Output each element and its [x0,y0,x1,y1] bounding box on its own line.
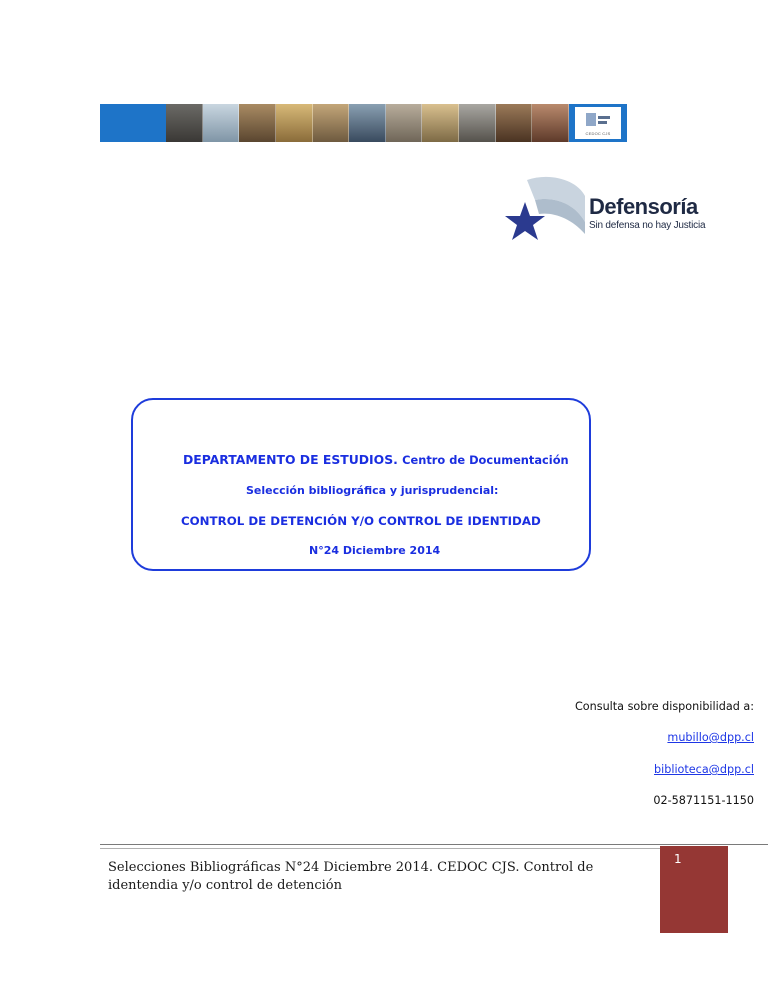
email-link-biblioteca[interactable]: biblioteca@dpp.cl [654,763,754,776]
department-heading [183,452,569,467]
page-number-tab [660,846,728,933]
department-name: DEPARTAMENTO DE ESTUDIOS. [183,452,398,467]
banner-photo [203,104,240,142]
issue-date: N°24 Diciembre 2014 [309,544,441,557]
footer-citation: Selecciones Bibliográficas N°24 Diciembre 2014. CEDOC CJS. Control de identendia y/o control de detención [108,860,594,893]
banner-photo-strip [166,104,569,142]
banner-photo [386,104,423,142]
document-topic: CONTROL DE DETENCIÓN Y/O CONTROL DE IDENTIDAD [181,514,541,528]
footer-divider [100,844,768,845]
header-banner [100,104,627,142]
banner-photo [496,104,533,142]
contact-phone: 02-5871151-1150 [653,794,754,807]
banner-photo [349,104,386,142]
contact-lead: Consulta sobre disponibilidad a: [575,700,754,713]
banner-blue-block [100,104,166,142]
banner-photo [422,104,459,142]
selection-subtitle: Selección bibliográfica y jurisprudencial: [246,484,499,497]
title-box [131,398,591,571]
banner-photo [313,104,350,142]
defensoria-logo [505,174,706,242]
email-link-mubillo[interactable]: mubillo@dpp.cl [667,731,754,744]
banner-photo [166,104,203,142]
cedoc-badge [575,107,621,139]
logo-name: Defensoría [589,194,698,219]
page-number: 1 [674,852,682,866]
star-swoosh-icon [505,174,589,242]
cedoc-icon [584,110,612,130]
banner-end-block [569,104,627,142]
footer-divider-secondary [100,848,660,849]
banner-photo [239,104,276,142]
banner-photo [459,104,496,142]
banner-photo [276,104,313,142]
banner-photo [532,104,569,142]
logo-tagline: Sin defensa no hay Justicia [589,220,706,231]
cedoc-label: CEDOC CJS [585,131,611,136]
documentation-center: Centro de Documentación [402,453,569,467]
